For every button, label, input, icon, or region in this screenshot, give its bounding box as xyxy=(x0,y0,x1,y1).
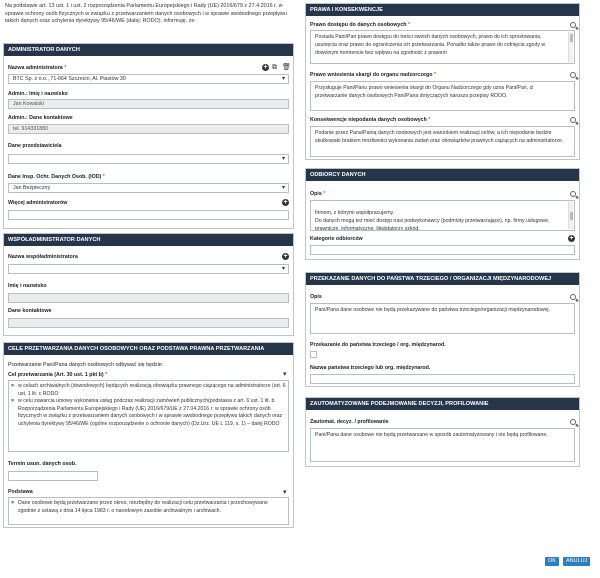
rights-panel xyxy=(305,3,580,160)
scrollbar[interactable] xyxy=(568,202,573,229)
automated-value: Pani/Pana dane osobowe nie będą przetwarzane w sposób zautomatyzowany i nie będą profilowane. xyxy=(315,432,548,438)
transfer-panel-title: PRZEKAZANIE DANYCH DO PAŃSTWA TRZECIEGO / ORGANIZACJI MIĘDZYNARODOWEJ xyxy=(306,273,579,285)
copy-icon[interactable]: ⧉ xyxy=(272,64,277,71)
admin-name-value: BTC Sp. z o.o., 71-064 Szczecin, Al. Piastów 30 xyxy=(13,76,126,82)
coadmin-name-select[interactable] xyxy=(8,264,289,274)
coadmin-name-label: Nazwa współadministratora xyxy=(8,254,78,260)
add-more-admin-icon[interactable]: + xyxy=(283,199,288,206)
delete-icon[interactable]: 🗑 xyxy=(282,64,291,71)
admin-contact-value: tel. 914331880 xyxy=(13,126,49,132)
add-coadmin-icon[interactable]: + xyxy=(283,253,288,260)
admin-contact-field[interactable] xyxy=(8,124,289,134)
admin-iod-value: Jan Bezpieczny xyxy=(13,185,51,191)
recipients-desc-value: firmom, z którymi współpracujemy. Do danych mogą też mieć dostęp nasi podwykonawcy (podmioty przetwarzające), np. firmy usługowe, prawnicze, informatyczne, likwidatorzy szkód. xyxy=(315,210,550,231)
purposes-term-field[interactable] xyxy=(8,471,98,481)
chevron-down-icon: ▾ xyxy=(281,266,285,272)
search-icon[interactable] xyxy=(570,72,576,80)
scrollbar[interactable] xyxy=(568,32,573,62)
transfer-check-label: Przekazanie do państwa trzeciego / org. międzynarod. xyxy=(310,342,446,348)
purposes-basis-list[interactable] xyxy=(8,497,289,525)
rights-consequences-value: Podanie przez Pana/Panią danych osobowych jest warunkiem realizacji celów, a ich niepodanie będzie skutkowało brakiem możliwości wykonania zadań oraz obowiązków prawnych ciążących na administratorze. xyxy=(315,130,564,144)
recipients-cat-field[interactable] xyxy=(310,245,575,255)
transfer-checkbox[interactable] xyxy=(310,351,317,358)
automated-label: Zautomat. decyz. / profilowanie xyxy=(310,419,389,425)
coadmin-person-field[interactable] xyxy=(8,293,289,303)
recipients-panel xyxy=(305,168,580,260)
search-icon[interactable] xyxy=(570,191,576,199)
remove-tag-icon[interactable]: × xyxy=(11,383,15,389)
automated-panel xyxy=(305,397,580,467)
purposes-basis-label: Podstawa xyxy=(8,489,33,495)
rights-access-label: Prawo dostępu do danych osobowych * xyxy=(310,22,411,28)
chevron-down-icon: ▾ xyxy=(281,156,285,162)
search-icon[interactable] xyxy=(570,419,576,427)
recipients-desc-label: Opis * xyxy=(310,191,326,197)
admin-name-label: Nazwa administratora * xyxy=(8,65,67,71)
transfer-desc-value: Pani/Pana dane osobowe nie będą przekazywane do państwa trzeciego/organizacji międzynarodowej. xyxy=(315,307,551,313)
rights-complaint-text[interactable] xyxy=(310,81,575,111)
cancel-button[interactable]: ANULUJ xyxy=(563,557,590,566)
purposes-term-label: Termin usun. danych osob. xyxy=(8,461,77,467)
goal-tag: × w celu zawarcia umowy wykonania usług podczas realizacji zamówień publicznych(podstawa z art. 6 ust. 1 lit. b Rozporządzenia Parlamentu Europejskiego i Rady (UE) 2016/679/UE z 27.04.2016 r. w sprawie ochrony osób fizycznych w związku z przetwarzaniem danych osobowych i w sprawie swobodnego przepływu takich danych oraz uchylenia dyrektywy 95/46/WE (ogólne rozporządzenie o ochronie danych) (Dz.Urz. UE L 119, s. 1) – dalej RODO xyxy=(11,398,283,427)
ok-button[interactable]: OK xyxy=(545,557,559,566)
purposes-goal-label: Cel przetwarzania (Art. 30 ust. 1 pkt b) * xyxy=(8,372,108,378)
admin-iod-select[interactable] xyxy=(8,183,289,193)
admin-panel xyxy=(3,43,294,229)
transfer-desc-label: Opis xyxy=(310,294,322,300)
admin-person-value: Jan Kowalski xyxy=(13,101,44,107)
transfer-desc-text[interactable] xyxy=(310,303,575,334)
admin-iod-label: Dane Insp. Ochr. Danych Osob. (IOD) * xyxy=(8,174,105,180)
admin-person-field[interactable] xyxy=(8,99,289,109)
purposes-goal-list[interactable] xyxy=(8,380,289,452)
admin-rep-label: Dane przedstawiciela xyxy=(8,143,62,149)
admin-rep-select[interactable] xyxy=(8,154,289,164)
search-icon[interactable] xyxy=(570,294,576,302)
rights-consequences-text[interactable] xyxy=(310,126,575,157)
purposes-subtitle: Przetwarzanie Pani/Pana danych osobowych odbywać się będzie: xyxy=(8,362,164,368)
chevron-down-icon: ▾ xyxy=(281,76,285,82)
recipients-desc-text[interactable] xyxy=(310,200,575,231)
transfer-panel xyxy=(305,272,580,387)
admin-panel-title: ADMINISTRATOR DANYCH xyxy=(4,44,293,56)
goal-tag: × w celach archiwalnych (dowodowych) będących realizacją obowiązku prawnego ciążącego na administratorze (art. 6 ust. 1 lit. c RODO xyxy=(11,383,286,397)
admin-more-field[interactable] xyxy=(8,210,289,220)
purposes-panel-title: CELE PRZETWARZANIA DANYCH OSOBOWYCH ORAZ PODSTAWA PRAWNA PRZETWARZANIA xyxy=(4,343,293,355)
chevron-down-icon[interactable]: ▾ xyxy=(283,489,287,496)
coadmin-panel xyxy=(3,233,294,336)
search-icon[interactable] xyxy=(570,117,576,125)
transfer-country-label: Nazwa państwa trzeciego lub org. międzynarod. xyxy=(310,365,431,371)
automated-panel-title: ZAUTOMATYZOWANE PODEJMOWANIE DECYZJI, PROFILOWANIE xyxy=(306,398,579,410)
transfer-country-field[interactable] xyxy=(310,374,575,384)
rights-panel-title: PRAWA I KONSEKWENCJE xyxy=(306,4,579,16)
coadmin-person-label: Imię i nazwisko xyxy=(8,283,47,289)
purposes-panel xyxy=(3,342,294,528)
chevron-down-icon: ▾ xyxy=(281,185,285,191)
rights-access-value: Posiada Pani/Pan prawo dostępu do treści swoich danych osobowych, prawo do ich sprostowania, usunięcia oraz prawo do ograniczenia ich przetwarzania. Ponadto także prawo do cofnięcia zgody w dowolnym momencie bez wpływu na zgodność z prawem xyxy=(315,34,546,56)
coadmin-panel-title: WSPÓŁADMINISTRATOR DANYCH xyxy=(4,234,293,246)
coadmin-contact-field[interactable] xyxy=(8,318,289,328)
remove-tag-icon[interactable]: × xyxy=(11,398,15,404)
recipients-cat-label: Kategorie odbiorców xyxy=(310,236,363,242)
chevron-down-icon[interactable]: ▾ xyxy=(283,371,287,378)
recipients-panel-title: ODBIORCY DANYCH xyxy=(306,169,579,181)
admin-person-label: Admin.: Imię i nazwisko xyxy=(8,91,68,97)
search-icon[interactable] xyxy=(570,22,576,30)
admin-more-label: Więcej administratorów xyxy=(8,200,68,206)
rights-access-text[interactable] xyxy=(310,30,575,64)
admin-contact-label: Admin.: Dane kontaktowe xyxy=(8,115,73,121)
remove-tag-icon[interactable]: × xyxy=(11,500,15,506)
admin-name-select[interactable] xyxy=(8,74,289,84)
rights-complaint-label: Prawo wniesienia skargi do organu nadzorczego * xyxy=(310,72,436,78)
add-category-icon[interactable]: + xyxy=(569,235,574,242)
basis-tag: × Dane osobowe będą przetwarzane przez okres, niezbędny do realizacji celu przetwarzania i przechowywane zgodnie z ustawą z dnia 14 lipca 1983 r. o narodowym zasobie archiwalnym i archiwach. xyxy=(11,500,268,514)
coadmin-contact-label: Dane kontaktowe xyxy=(8,308,52,314)
rights-consequences-label: Konsekwencje niepodania danych osobowych * xyxy=(310,117,431,123)
rights-complaint-value: Przysługuje Pani/Panu prawo wniesienia skargi do Organu Nadzorczego gdy uzna Pani/Pan, iż przetwarzanie danych osobowych Pani/Pana dotyczących narusza przepisy RODO. xyxy=(315,85,534,99)
add-admin-icon[interactable]: + xyxy=(263,64,268,71)
intro-text: Na podstawie art. 13 ust. 1 i ust. 2 rozporządzenia Parlamentu Europejskiego i Rady (UE) 2016/679 z 27.4.2016 r. w sprawie ochrony osób fizycznych w związku z przetwarzaniem danych osobowych i w sprawie swobodnego przepływu takich danych oraz uchylenia dyrektywy 95/46/WE (dalej: RODO), informuję, że: xyxy=(5,3,287,25)
automated-text[interactable] xyxy=(310,428,575,462)
